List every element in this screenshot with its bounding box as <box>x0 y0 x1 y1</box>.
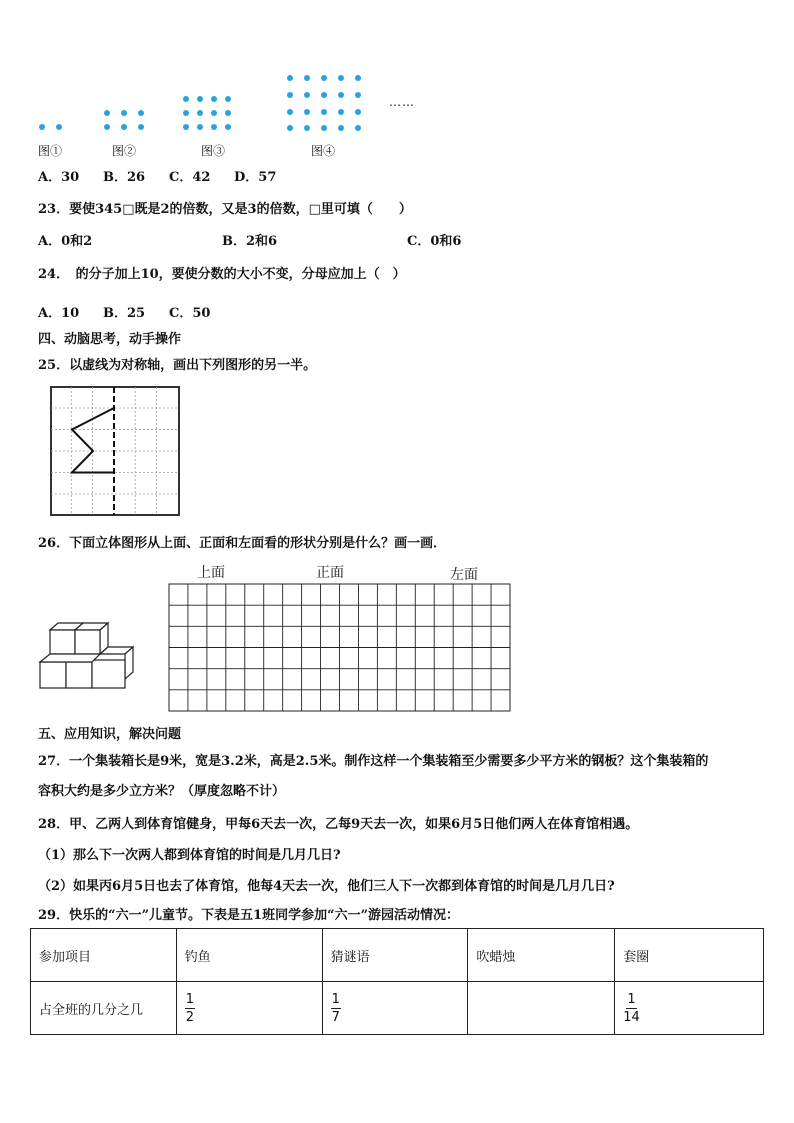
q23-option-b: B．2和6 <box>222 234 278 249</box>
q23-text: 23．要使345□既是2的倍数，又是3的倍数，□里可填（ ） <box>38 202 412 217</box>
half-shape <box>72 408 114 473</box>
dot <box>321 92 327 98</box>
dot <box>355 92 361 98</box>
table-header: 钓鱼 <box>176 929 322 982</box>
view-label-left: 左面 <box>450 567 478 583</box>
q29-text: 29．快乐的“六一”儿童节。下表是五1班同学参加“六一”游园活动情况： <box>38 908 460 923</box>
fraction-numerator: 1 <box>185 991 195 1007</box>
dot <box>197 96 203 102</box>
q22-option-a: A．30 <box>38 170 80 185</box>
fraction-denominator: 14 <box>623 1009 640 1025</box>
dot <box>183 96 189 102</box>
table-header: 套圈 <box>615 929 764 982</box>
figure-label-1: 图① <box>38 144 63 158</box>
dot <box>225 124 231 130</box>
q24-text: 24． 的分子加上10，要使分数的大小不变，分母应加上（ ） <box>38 267 406 282</box>
figure-label-2: 图② <box>112 144 137 158</box>
q22-option-d: D．57 <box>234 170 277 185</box>
dot <box>338 75 344 81</box>
dot <box>355 75 361 81</box>
symmetry-grid[interactable] <box>50 386 180 516</box>
dot <box>138 124 144 130</box>
table-header: 猜谜语 <box>322 929 468 982</box>
view-drawing-grid[interactable] <box>168 583 512 713</box>
dot <box>197 110 203 116</box>
dot <box>211 110 217 116</box>
dot <box>355 109 361 115</box>
dot <box>287 109 293 115</box>
q25-text: 25．以虚线为对称轴，画出下列图形的另一半。 <box>38 358 317 373</box>
section-5-title: 五、应用知识，解决问题 <box>38 727 182 742</box>
fraction-denominator: 7 <box>331 1009 340 1025</box>
dot <box>338 109 344 115</box>
dot <box>304 92 310 98</box>
q27-line-1: 27．一个集装箱长是9米，宽是3.2米，高是2.5米。制作这样一个集装箱至少需要多少平方米的钢板？这个集装箱的 <box>38 754 709 769</box>
cube-stack-figure <box>38 620 136 692</box>
dot <box>225 96 231 102</box>
fraction-numerator: 1 <box>331 991 340 1007</box>
section-4-title: 四、动脑思考，动手操作 <box>38 332 182 347</box>
q24-option-c: C．50 <box>169 306 211 321</box>
dot <box>338 92 344 98</box>
table-cell <box>322 982 468 1035</box>
q27-line-2: 容积大约是多少立方米？（厚度忽略不计） <box>38 784 286 799</box>
dot <box>197 124 203 130</box>
dot <box>304 75 310 81</box>
dot <box>104 110 110 116</box>
activity-table <box>30 928 764 1035</box>
dot <box>304 109 310 115</box>
dot <box>321 109 327 115</box>
table-header-row <box>31 929 764 982</box>
dot <box>321 125 327 131</box>
fraction-numerator: 1 <box>627 991 636 1007</box>
q28-sub-2: （2）如果丙6月5日也去了体育馆，他每4天去一次，他们三人下一次都到体育馆的时间是几月几日? <box>38 879 615 894</box>
dot <box>56 124 62 130</box>
table-row-label: 占全班的几分之几 <box>31 982 177 1035</box>
dot <box>355 125 361 131</box>
dot <box>211 96 217 102</box>
fraction <box>185 991 195 1026</box>
dot <box>104 124 110 130</box>
q23-option-a: A．0和2 <box>38 234 93 249</box>
dot <box>304 125 310 131</box>
q24-option-b: B．25 <box>103 306 146 321</box>
q26-text: 26．下面立体图形从上面、正面和左面看的形状分别是什么？画一画． <box>38 536 447 551</box>
table-cell-empty[interactable] <box>468 982 615 1035</box>
dot <box>287 125 293 131</box>
table-header: 参加项目 <box>31 929 177 982</box>
dot <box>121 124 127 130</box>
q28-text: 28．甲、乙两人到体育馆健身，甲每6天去一次，乙每9天去一次，如果6月5日他们两人在体育馆相遇。 <box>38 817 639 832</box>
table-row <box>31 982 764 1035</box>
dot <box>183 124 189 130</box>
figure-label-3: 图③ <box>201 144 226 158</box>
fraction-denominator: 2 <box>185 1009 195 1025</box>
dot <box>225 110 231 116</box>
table-cell <box>615 982 764 1035</box>
dot <box>121 110 127 116</box>
q22-option-c: C．42 <box>169 170 211 185</box>
table-header: 吹蜡烛 <box>468 929 615 982</box>
q22-option-b: B．26 <box>103 170 146 185</box>
dot <box>39 124 45 130</box>
pattern-ellipsis: …… <box>389 95 415 109</box>
dot <box>287 92 293 98</box>
view-label-top: 上面 <box>197 565 225 581</box>
dot <box>183 110 189 116</box>
dot <box>211 124 217 130</box>
dot <box>287 75 293 81</box>
view-label-front: 正面 <box>316 565 344 581</box>
q28-sub-1: （1）那么下一次两人都到体育馆的时间是几月几日? <box>38 848 341 863</box>
dot <box>338 125 344 131</box>
dot <box>138 110 144 116</box>
figure-label-4: 图④ <box>311 144 336 158</box>
dot <box>321 75 327 81</box>
table-cell <box>176 982 322 1035</box>
q23-option-c: C．0和6 <box>407 234 462 249</box>
q24-option-a: A．10 <box>38 306 80 321</box>
fraction <box>331 991 341 1026</box>
fraction <box>623 991 640 1026</box>
